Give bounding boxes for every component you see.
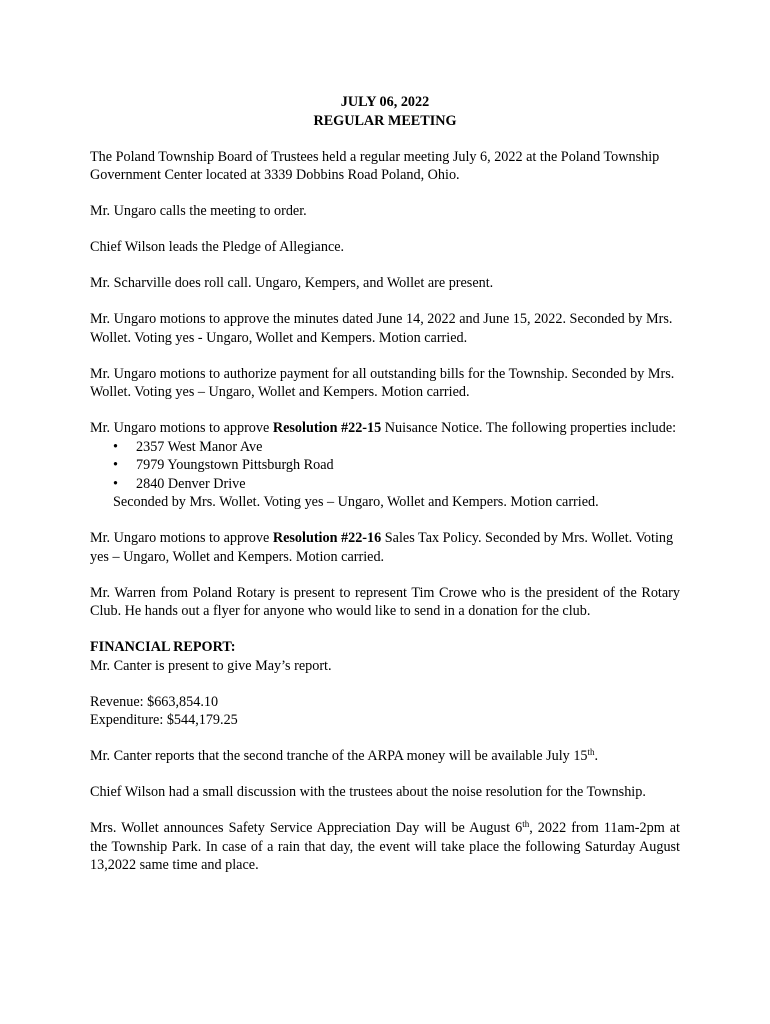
property-address: 7979 Youngstown Pittsburgh Road (136, 457, 334, 473)
roll-call-paragraph: Mr. Scharville does roll call. Ungaro, Kempers, and Wollet are present. (90, 275, 494, 291)
resolution-22-16-label: Resolution #22-16 (272, 530, 382, 546)
safety-day-paragraph (90, 819, 680, 875)
bullet-icon: • (113, 475, 118, 492)
resolution-22-16-trail: Sales Tax Policy. Seconded by Mrs. Wollet. Voting yes – Ungaro, Wollet and Kempers. Motion carried. (90, 530, 674, 565)
bills-motion-paragraph: Mr. Ungaro motions to authorize payment for all outstanding bills for the Township. Seconded by Mrs. Wollet. Voting yes – Ungaro, Wollet and Kempers. Motion carried. (90, 365, 675, 400)
resolution-22-15-paragraph (90, 419, 680, 438)
revenue-line: Revenue: $663,854.10 (90, 693, 219, 710)
call-to-order-paragraph: Mr. Ungaro calls the meeting to order. (90, 203, 307, 219)
resolution-22-15-label: Resolution #22-15 (272, 420, 382, 436)
list-item (113, 475, 680, 494)
meeting-type: REGULAR MEETING (313, 112, 457, 129)
property-address: 2840 Denver Drive (136, 475, 246, 492)
intro-paragraph: The Poland Township Board of Trustees held a regular meeting July 6, 2022 at the Poland Township Government Center located at 3339 Dobbins Road Poland, Ohio. (90, 148, 660, 183)
property-list (90, 438, 680, 494)
safety-day-text: Mrs. Wollet announces Safety Service Appreciation Day will be August 6 (90, 820, 523, 836)
arpa-text: Mr. Canter reports that the second tranche of the ARPA money will be available July 15 (90, 748, 588, 764)
resolution-22-15-lead: Mr. Ungaro motions to approve (90, 420, 273, 436)
minutes-motion-paragraph: Mr. Ungaro motions to approve the minutes dated June 14, 2022 and June 15, 2022. Seconded by Mrs. Wollet. Voting yes - Ungaro, Wollet and Kempers. Motion carried. (90, 311, 673, 346)
arpa-period: . (594, 748, 599, 764)
resolution-22-15-vote: Seconded by Mrs. Wollet. Voting yes – Ungaro, Wollet and Kempers. Motion carried. (113, 494, 599, 510)
arpa-ordinal: th (587, 747, 595, 757)
resolution-22-16-lead: Mr. Ungaro motions to approve (90, 530, 273, 546)
bullet-icon: • (113, 457, 118, 473)
pledge-paragraph: Chief Wilson leads the Pledge of Allegiance. (90, 239, 345, 255)
expenditure-line: Expenditure: $544,179.25 (90, 712, 238, 728)
property-address: 2357 West Manor Ave (136, 438, 263, 455)
list-item (113, 438, 680, 457)
resolution-22-15-trail: Nuisance Notice. The following properties include: (381, 420, 677, 436)
list-item (113, 456, 680, 475)
financial-intro: Mr. Canter is present to give May’s report. (90, 657, 332, 674)
financial-report-heading: FINANCIAL REPORT: (90, 639, 236, 655)
minutes-document (90, 93, 680, 892)
resolution-22-16-paragraph (90, 529, 680, 566)
safety-day-ordinal: th (522, 819, 530, 829)
rotary-paragraph: Mr. Warren from Poland Rotary is present to represent Tim Crowe who is the president of the Rotary Club. He hands out a flyer for anyone who would like to send in a donation for the club. (90, 584, 680, 619)
noise-paragraph: Chief Wilson had a small discussion with the trustees about the noise resolution for the Township. (90, 784, 646, 800)
arpa-paragraph (90, 747, 680, 766)
meeting-date: JULY 06, 2022 (340, 94, 430, 110)
safety-day-trail: , 2022 from 11am-2pm at the Township Park. In case of a rain that day, the event will take place the following Saturday August 13,2022 same time and place. (90, 820, 680, 873)
bullet-icon: • (113, 438, 118, 455)
